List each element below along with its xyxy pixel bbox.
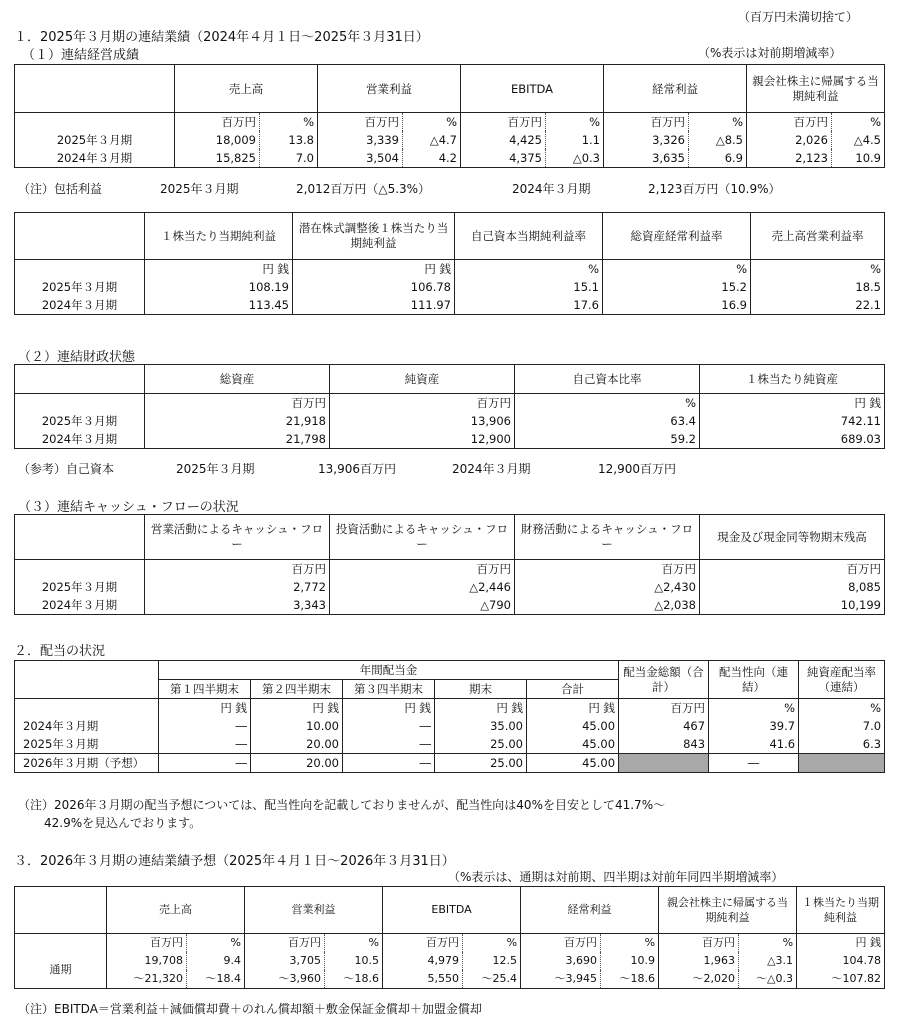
value: △4.5: [832, 131, 885, 149]
value: 17.6: [455, 296, 603, 315]
unit: %: [751, 260, 885, 279]
unit: %: [603, 260, 751, 279]
value: ～107.82: [797, 970, 885, 989]
header-equity-ratio: 自己資本比率: [515, 365, 700, 394]
header-blank: [15, 213, 145, 260]
subsection-title-financial: （２）連結財政状態: [18, 350, 136, 365]
header-operating-income: 営業利益: [245, 887, 383, 934]
unit: 円 銭: [343, 699, 435, 718]
value: 45.00: [527, 754, 619, 773]
header-bps: １株当たり純資産: [700, 365, 885, 394]
note-value-2: 2,123百万円（10.9%）: [648, 182, 781, 196]
value: 3,705: [245, 952, 325, 970]
row-label: [15, 699, 159, 718]
note-equity-value-2: 12,900百万円: [598, 462, 676, 476]
value: 13.8: [260, 131, 318, 149]
value: 3,339: [318, 131, 403, 149]
value: 15.2: [603, 278, 751, 296]
unit: %: [546, 113, 604, 132]
unit: 百万円: [619, 699, 709, 718]
value: 15,825: [175, 149, 260, 168]
value: 3,326: [604, 131, 689, 149]
unit: 円 銭: [527, 699, 619, 718]
unit: 百万円: [245, 934, 325, 953]
value: 843: [619, 735, 709, 754]
unit: %: [463, 934, 521, 953]
value: 35.00: [435, 717, 527, 735]
value: 45.00: [527, 717, 619, 735]
header-ebitda: EBITDA: [383, 887, 521, 934]
unit: %: [739, 934, 797, 953]
value: △790: [330, 596, 515, 615]
value: 8,085: [700, 578, 885, 596]
unit: 百万円: [330, 394, 515, 413]
value: 2,123: [747, 149, 832, 168]
value: ～18.4: [187, 970, 245, 989]
value: ―: [343, 717, 435, 735]
note-equity-value-1: 13,906百万円: [318, 462, 396, 476]
value: 20.00: [251, 735, 343, 754]
row-label: 2024年３月期: [15, 149, 175, 168]
row-label: 2025年３月期: [15, 578, 145, 596]
unit: 百万円: [145, 394, 330, 413]
value: 467: [619, 717, 709, 735]
header-ordinary-income: 経常利益: [521, 887, 659, 934]
header-total: 合計: [527, 680, 619, 699]
value: ～3,960: [245, 970, 325, 989]
unit: %: [709, 699, 799, 718]
header-investing-cf: 投資活動によるキャッシュ・フロー: [330, 515, 515, 560]
value: 63.4: [515, 412, 700, 430]
header-ebitda: EBITDA: [461, 65, 604, 113]
unit: 円 銭: [700, 394, 885, 413]
value: 2,026: [747, 131, 832, 149]
value: ～△0.3: [739, 970, 797, 989]
value: ～3,945: [521, 970, 601, 989]
header-payout-ratio: 配当性向（連結）: [709, 661, 799, 699]
value: ―: [709, 754, 799, 773]
unit: 円 銭: [159, 699, 251, 718]
value: 104.78: [797, 952, 885, 970]
unit: 百万円: [318, 113, 403, 132]
header-year-end: 期末: [435, 680, 527, 699]
unit: %: [187, 934, 245, 953]
unit: 百万円: [107, 934, 187, 953]
value: 113.45: [145, 296, 293, 315]
unit: %: [832, 113, 885, 132]
unit: %: [403, 113, 461, 132]
header-sales: 売上高: [175, 65, 318, 113]
header-sales: 売上高: [107, 887, 245, 934]
value: 21,798: [145, 430, 330, 449]
value: 6.3: [799, 735, 885, 754]
value: ～2,020: [659, 970, 739, 989]
row-label: [15, 934, 107, 953]
header-operating-cf: 営業活動によるキャッシュ・フロー: [145, 515, 330, 560]
value: 59.2: [515, 430, 700, 449]
value: 21,918: [145, 412, 330, 430]
value: △2,038: [515, 596, 700, 615]
value: 6.9: [689, 149, 747, 168]
subsection-title-cashflow: （３）連結キャッシュ・フローの状況: [18, 500, 239, 515]
row-label: [15, 560, 145, 579]
value: ―: [159, 754, 251, 773]
row-label: [15, 394, 145, 413]
unit: %: [601, 934, 659, 953]
unit: 百万円: [145, 560, 330, 579]
header-eps: １株当たり当期純利益: [145, 213, 293, 260]
header-eps: １株当たり当期純利益: [797, 887, 885, 934]
cashflow-table: [14, 514, 885, 615]
value: ―: [343, 735, 435, 754]
value-shaded: [799, 754, 885, 773]
value: 5,550: [383, 970, 463, 989]
unit: %: [455, 260, 603, 279]
value: △2,446: [330, 578, 515, 596]
value: △3.1: [739, 952, 797, 970]
value: 20.00: [251, 754, 343, 773]
value: 45.00: [527, 735, 619, 754]
value: 3,343: [145, 596, 330, 615]
value: 3,635: [604, 149, 689, 168]
row-label-full-year: 通期: [15, 952, 107, 989]
unit: 百万円: [515, 560, 700, 579]
row-label: 2024年３月期: [15, 430, 145, 449]
header-net-income: 親会社株主に帰属する当期純利益: [659, 887, 797, 934]
header-roa: 総資産経常利益率: [603, 213, 751, 260]
note-period-1: 2025年３月期: [160, 182, 239, 196]
value: 4,979: [383, 952, 463, 970]
unit: 百万円: [461, 113, 546, 132]
row-label: 2025年３月期: [15, 735, 159, 754]
header-net-income: 親会社株主に帰属する当期純利益: [747, 65, 885, 113]
forecast-table: [14, 886, 885, 989]
unit: 百万円: [330, 560, 515, 579]
row-label: [15, 260, 145, 279]
value: 9.4: [187, 952, 245, 970]
row-label: 2025年３月期: [15, 131, 175, 149]
header-total-assets: 総資産: [145, 365, 330, 394]
unit: 百万円: [747, 113, 832, 132]
financial-table: [14, 364, 885, 449]
header-blank: [15, 661, 159, 699]
unit: 百万円: [383, 934, 463, 953]
section-title-forecast: ３．2026年３月期の連結業績予想（2025年４月１日～2026年３月31日）: [14, 854, 455, 869]
header-cash-balance: 現金及び現金同等物期末残高: [700, 515, 885, 560]
header-annual-dividend: 年間配当金: [159, 661, 619, 680]
value: ～18.6: [325, 970, 383, 989]
value: ～21,320: [107, 970, 187, 989]
header-diluted-eps: 潜在株式調整後１株当たり当期純利益: [293, 213, 455, 260]
header-op-margin: 売上高営業利益率: [751, 213, 885, 260]
value-shaded: [619, 754, 709, 773]
value: 111.97: [293, 296, 455, 315]
header-roe: 自己資本当期純利益率: [455, 213, 603, 260]
unit: 百万円: [700, 560, 885, 579]
results-table: [14, 64, 885, 168]
section-title-results: １．2025年３月期の連結業績（2024年４月１日～2025年３月31日）: [14, 30, 429, 45]
value: 16.9: [603, 296, 751, 315]
unit: 百万円: [521, 934, 601, 953]
note-value-1: 2,012百万円（△5.3%）: [296, 182, 431, 196]
subsection-title-operating: （１）連結経営成績: [22, 48, 140, 63]
header-doe: 純資産配当率（連結）: [799, 661, 885, 699]
dividend-note-line-2: 42.9%を見込んでおります。: [44, 816, 202, 830]
unit: %: [260, 113, 318, 132]
value: 18,009: [175, 131, 260, 149]
value: ～18.6: [601, 970, 659, 989]
forecast-pct-note: （%表示は、通期は対前期、四半期は対前年同四半期増減率）: [448, 870, 784, 884]
note-equity-period-2: 2024年３月期: [452, 462, 531, 476]
value: ―: [343, 754, 435, 773]
value: 2,772: [145, 578, 330, 596]
value: 12,900: [330, 430, 515, 449]
note-comprehensive-label: （注）包括利益: [18, 182, 103, 196]
per-share-table: [14, 212, 885, 315]
header-ordinary-income: 経常利益: [604, 65, 747, 113]
unit-note: （百万円未満切捨て）: [738, 10, 859, 24]
value: ―: [159, 717, 251, 735]
note-equity-period-1: 2025年３月期: [176, 462, 255, 476]
value: 10,199: [700, 596, 885, 615]
header-q2: 第２四半期末: [251, 680, 343, 699]
row-label: [15, 113, 175, 132]
row-label: 2024年３月期: [15, 717, 159, 735]
unit: 円 銭: [293, 260, 455, 279]
value: 4,425: [461, 131, 546, 149]
unit: 円 銭: [435, 699, 527, 718]
value: △4.7: [403, 131, 461, 149]
value: 10.9: [832, 149, 885, 168]
unit: 百万円: [659, 934, 739, 953]
header-blank: [15, 887, 107, 934]
pct-note: （%表示は対前期増減率）: [698, 46, 842, 60]
ebitda-note: （注）EBITDA＝営業利益＋減価償却費＋のれん償却額＋敷金保証金償却＋加盟金償却: [18, 1002, 482, 1016]
unit: %: [799, 699, 885, 718]
header-total-dividend: 配当金総額（合計）: [619, 661, 709, 699]
row-label: 2024年３月期: [15, 296, 145, 315]
header-net-assets: 純資産: [330, 365, 515, 394]
value: 4,375: [461, 149, 546, 168]
row-label: 2024年３月期: [15, 596, 145, 615]
value: 25.00: [435, 754, 527, 773]
value: ～25.4: [463, 970, 521, 989]
dividend-table: [14, 660, 885, 773]
value: △2,430: [515, 578, 700, 596]
unit: %: [515, 394, 700, 413]
value: 689.03: [700, 430, 885, 449]
header-blank: [15, 515, 145, 560]
unit: %: [325, 934, 383, 953]
header-financing-cf: 財務活動によるキャッシュ・フロー: [515, 515, 700, 560]
value: △8.5: [689, 131, 747, 149]
unit: 円 銭: [251, 699, 343, 718]
value: 12.5: [463, 952, 521, 970]
header-blank: [15, 65, 175, 113]
value: ―: [159, 735, 251, 754]
value: 7.0: [799, 717, 885, 735]
value: 13,906: [330, 412, 515, 430]
value: 108.19: [145, 278, 293, 296]
note-period-2: 2024年３月期: [512, 182, 591, 196]
dividend-note-line-1: （注）2026年３月期の配当予想については、配当性向を記載しておりませんが、配当性向は40%を目安として41.7%～: [18, 798, 666, 812]
value: 106.78: [293, 278, 455, 296]
section-title-dividends: ２．配当の状況: [14, 644, 106, 659]
value: 7.0: [260, 149, 318, 168]
value: 10.9: [601, 952, 659, 970]
value: 39.7: [709, 717, 799, 735]
header-operating-income: 営業利益: [318, 65, 461, 113]
value: △0.3: [546, 149, 604, 168]
value: 3,504: [318, 149, 403, 168]
value: 41.6: [709, 735, 799, 754]
value: 25.00: [435, 735, 527, 754]
value: 10.00: [251, 717, 343, 735]
unit: %: [689, 113, 747, 132]
value: 1.1: [546, 131, 604, 149]
unit: 百万円: [604, 113, 689, 132]
unit: 円 銭: [797, 934, 885, 953]
value: 15.1: [455, 278, 603, 296]
value: 1,963: [659, 952, 739, 970]
value: 742.11: [700, 412, 885, 430]
value: 4.2: [403, 149, 461, 168]
unit: 円 銭: [145, 260, 293, 279]
header-q1: 第１四半期末: [159, 680, 251, 699]
value: 19,708: [107, 952, 187, 970]
value: 10.5: [325, 952, 383, 970]
header-q3: 第３四半期末: [343, 680, 435, 699]
value: 18.5: [751, 278, 885, 296]
row-label: 2025年３月期: [15, 412, 145, 430]
value: 22.1: [751, 296, 885, 315]
note-equity-label: （参考）自己資本: [18, 462, 115, 476]
header-blank: [15, 365, 145, 394]
row-label: 2026年３月期（予想）: [15, 754, 159, 773]
value: 3,690: [521, 952, 601, 970]
unit: 百万円: [175, 113, 260, 132]
row-label: 2025年３月期: [15, 278, 145, 296]
